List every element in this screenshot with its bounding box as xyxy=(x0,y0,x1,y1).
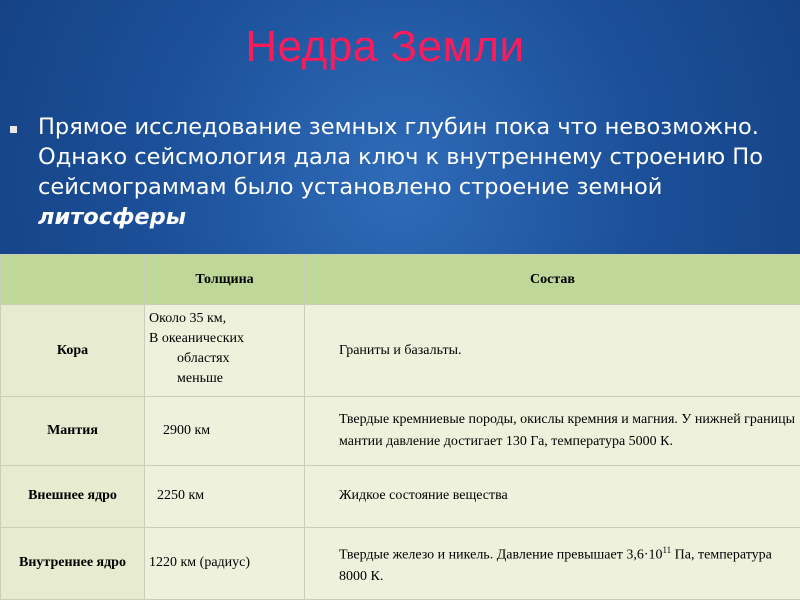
bullet-point xyxy=(10,112,770,232)
layer-name: Внешнее ядро xyxy=(1,465,145,527)
header-cell-empty xyxy=(1,255,145,305)
composition-text: Твердые железо и никель. Давление превышает 3,6·10 xyxy=(339,547,663,563)
composition-exponent: 11 xyxy=(662,544,672,555)
thickness-line: областях xyxy=(177,351,230,367)
layer-name: Мантия xyxy=(1,397,145,465)
bullet-text xyxy=(38,112,770,232)
layer-composition: Граниты и базальты. xyxy=(305,305,800,397)
thickness-line: В океанических xyxy=(149,331,244,347)
layer-name: Внутреннее ядро xyxy=(1,527,145,599)
layer-thickness: 2900 км xyxy=(145,397,305,465)
table-row xyxy=(1,397,800,465)
header-cell-composition: Состав xyxy=(305,255,800,305)
table-row xyxy=(1,465,800,527)
thickness-line: меньше xyxy=(177,371,223,387)
layer-composition xyxy=(305,527,800,599)
layer-composition: Жидкое состояние вещества xyxy=(305,465,800,527)
table-header-row xyxy=(1,255,800,305)
table-row xyxy=(1,527,800,599)
layer-thickness xyxy=(145,305,305,397)
bullet-text-plain: Прямое исследование земных глубин пока что невозможно. Однако сейсмология дала ключ к внутреннему строению По сейсмограммам было установлено строение земной xyxy=(38,114,763,200)
layer-composition: Твердые кремниевые породы, окислы кремния и магния. У нижней границы мантии давление достигает 130 Га, температура 5000 К. xyxy=(305,397,800,465)
earth-layers-table xyxy=(0,254,800,600)
layer-thickness: 2250 км xyxy=(145,465,305,527)
thickness-line: Около 35 км, xyxy=(149,311,227,327)
header-cell-thickness: Толщина xyxy=(145,255,305,305)
square-bullet-icon xyxy=(10,126,22,138)
slide-title: Недра Земли xyxy=(245,22,525,71)
table-row xyxy=(1,305,800,397)
layer-name: Кора xyxy=(1,305,145,397)
composition-text: Па, температура 8000 К. xyxy=(339,547,772,585)
layer-thickness: 1220 км (радиус) xyxy=(145,527,305,599)
bullet-text-emphasis: литосферы xyxy=(38,204,187,230)
